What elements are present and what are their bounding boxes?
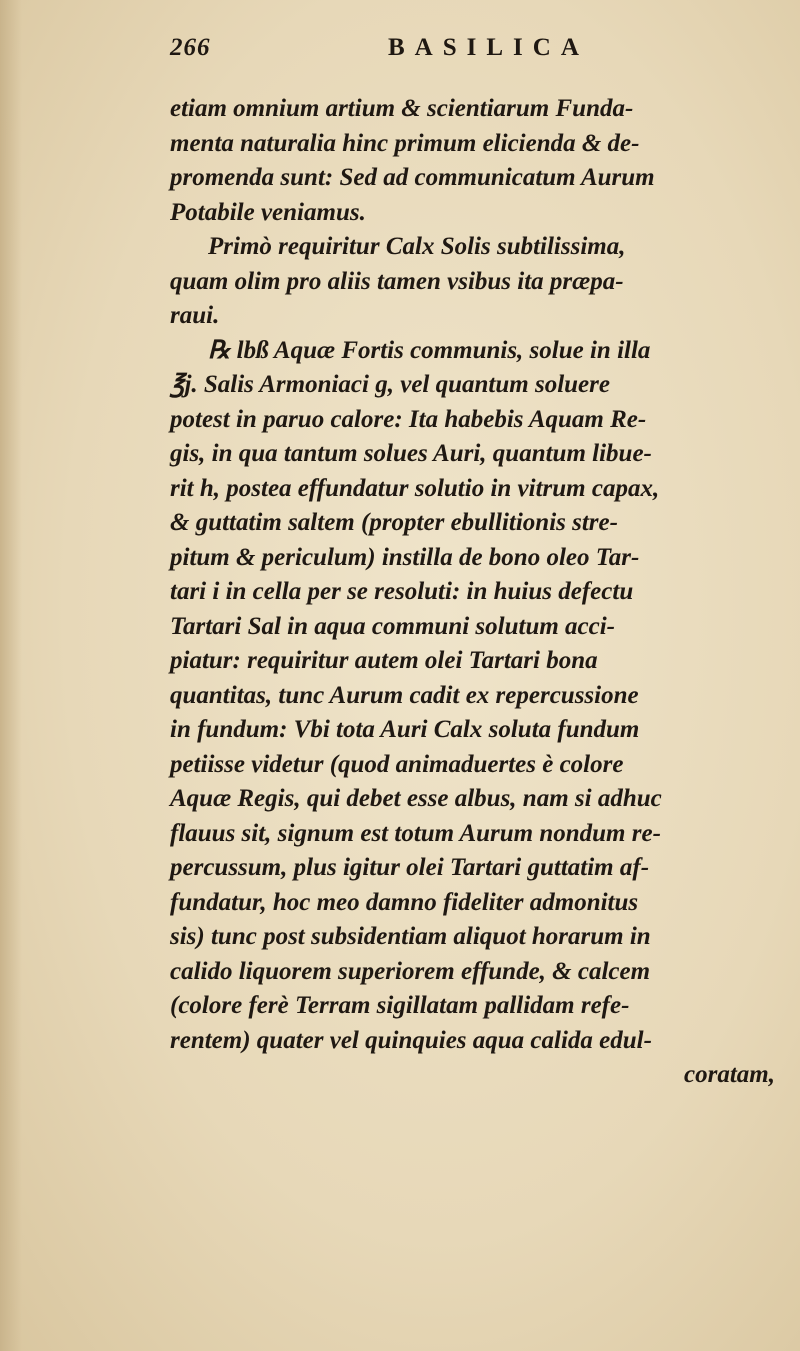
- text-line: petiisse videtur (quod animaduertes è colore: [170, 750, 624, 778]
- text-line: sis) tunc post subsidentiam aliquot horarum in: [170, 923, 651, 950]
- text-line: quam olim pro aliis tamen vsibus ita præpa-: [170, 267, 624, 295]
- text-line: raui.: [170, 302, 220, 329]
- text-line: quantitas, tunc Aurum cadit ex repercussione: [170, 681, 639, 709]
- text-line: fundatur, hoc meo damno fideliter admonitus: [170, 888, 639, 916]
- text-line: ℞ lbß Aquæ Fortis communis, solue in illa: [208, 336, 651, 364]
- text-line: rentem) quater vel quinquies aqua calida edul-: [170, 1026, 652, 1054]
- body-text: [170, 92, 775, 1093]
- text-line: menta naturalia hinc primum elicienda & de-: [170, 129, 640, 157]
- running-head: BASILICA: [388, 34, 589, 61]
- text-line-catchword: coratam,: [684, 1061, 775, 1088]
- text-line: flauus sit, signum est totum Aurum nondum re-: [170, 819, 661, 847]
- text-line: in fundum: Vbi tota Auri Calx soluta fundum: [170, 716, 640, 743]
- text-line: promenda sunt: Sed ad communicatum Aurum: [170, 164, 655, 191]
- page-fold-shadow: [0, 0, 22, 1351]
- page-header: [170, 34, 770, 74]
- page-number: 266: [170, 34, 211, 61]
- text-line: Primò requiritur Calx Solis subtilissima,: [208, 233, 626, 260]
- text-line: (colore ferè Terram sigillatam pallidam refe-: [170, 992, 630, 1019]
- text-line: percussum, plus igitur olei Tartari guttatim af-: [170, 854, 650, 881]
- text-line: potest in paruo calore: Ita habebis Aquam Re-: [170, 405, 647, 433]
- text-line: piatur: requiritur autem olei Tartari bona: [170, 647, 598, 674]
- text-line: etiam omnium artium & scientiarum Funda-: [170, 95, 634, 122]
- text-line: gis, in qua tantum solues Auri, quantum libue-: [170, 440, 652, 467]
- text-line: calido liquorem superiorem effunde, & calcem: [170, 957, 651, 985]
- text-line: Tartari Sal in aqua communi solutum acci-: [170, 612, 616, 640]
- text-line: Potabile veniamus.: [170, 198, 366, 226]
- text-line: pitum & periculum) instilla de bono oleo Tar-: [170, 543, 640, 571]
- text-line: Aquæ Regis, qui debet esse albus, nam si adhuc: [170, 785, 662, 812]
- text-line: rit h, postea effundatur solutio in vitrum capax,: [170, 474, 660, 502]
- text-line: & guttatim saltem (propter ebullitionis stre-: [170, 509, 618, 536]
- text-line: ℥j. Salis Armoniaci g, vel quantum soluere: [170, 371, 610, 398]
- text-line: tari i in cella per se resoluti: in huius defectu: [170, 578, 634, 605]
